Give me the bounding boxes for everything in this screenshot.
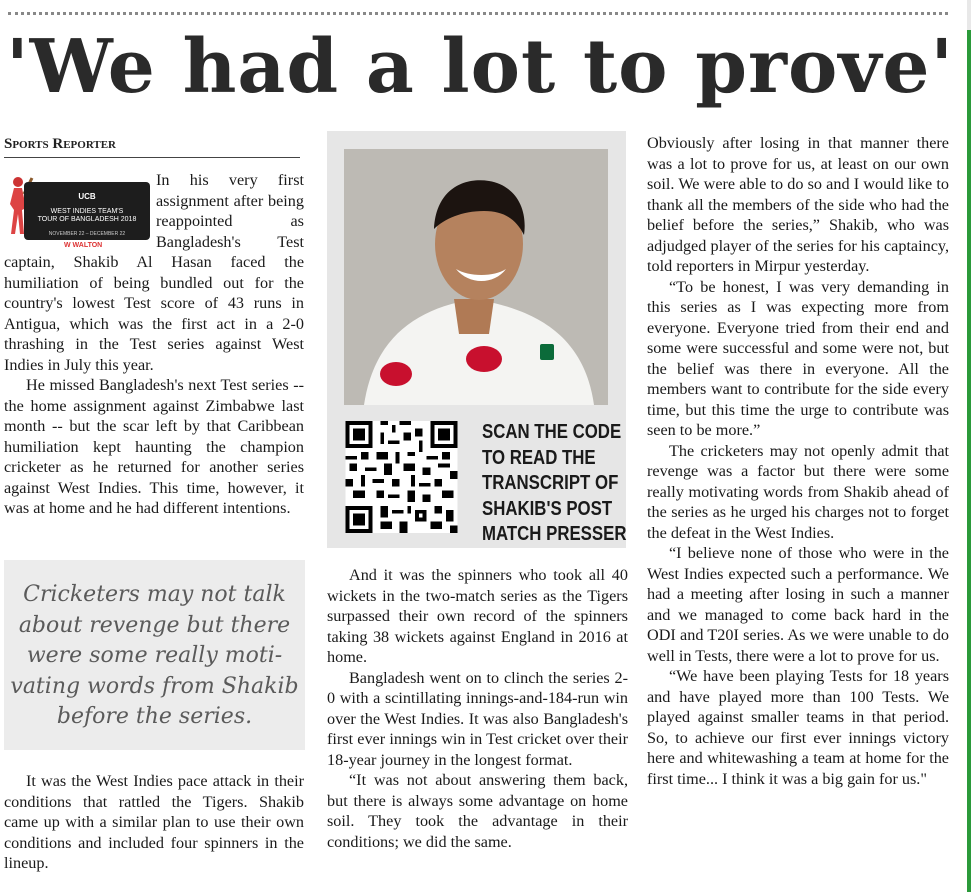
sponsor-logo: W WALTON [64,242,103,249]
series-logo [4,172,150,249]
paragraph: Obviously after losing in that manner there was a lot to prove for us, at least on our own soil. We were able to do so and I would like to thank all the members of the side who had the belief before the series,” Shakib, who was adjudged player of the series for his captaincy, told reporters in Mirpur yesterday. [647,134,949,275]
qr-caption-line: MATCH PRESSER [482,522,627,545]
page-edge [967,0,971,30]
qr-caption-line: TO READ THE [482,445,596,469]
article-column-2 [327,565,628,852]
qr-caption [482,419,627,547]
shakib-photo [344,149,608,405]
qr-caption-line: TRANSCRIPT OF [482,471,619,494]
paragraph: And it was the spinners who took all 40 wickets in the two-match series as the Tigers surpassed their own record of the spinners taking 38 wickets against England in 2016 at home. [327,566,628,666]
series-dates: NOVEMBER 22 – DECEMBER 22 [48,230,126,237]
qr-caption-line: SCAN THE CODE [482,420,622,443]
player-portrait-illustration [344,149,608,405]
article-column-3 [647,133,949,789]
series-line-2: TOUR OF BANGLADESH 2018 [37,215,137,223]
article-column-1 [4,170,304,519]
headline: 'We had a lot to prove' [6,24,955,110]
paragraph: In his very first assignment after being reappointed as Bangladesh's Test captain, Shakib Al Hasan faced the humiliation of being bundled out for the country's lowest Test score of 43 runs in Antigua, which was the first act in a 2-0 thrashing in the Test series against West Indies in July this year. [4,171,304,374]
paragraph: Bangladesh went on to clinch the series 2-0 with a scintillating innings-and-184-run win over the West Indies. It was also Bangladesh's first ever innings win in Test cricket over their 18-year journey in the longest format. [327,668,628,769]
paragraph: It was the West Indies pace attack in their conditions that rattled the Tigers. Shakib came up with a similar plan to use their own conditions and included four spinners in the lineup. [4,772,304,872]
paragraph: The cricketers may not openly admit that revenge was a factor but there were some really motivating words from Shakib ahead of the series as he urged his charges not to forget the defeat in the West Indies. [647,441,949,542]
byline: Sports Reporter [4,136,300,158]
photo-panel [327,131,626,548]
paragraph: He missed Bangladesh's next Test series -- the home assignment against Zimbabwe last month -- but the scar left by that Caribbean humiliation kept haunting the champion cricketer as he returned for another series against West Indies. This time, however, it was at home and he had different intentions. [4,376,304,517]
series-line-1: WEST INDIES TEAM'S [50,207,124,215]
paragraph: “It was not about answering them back, but there is always some advantage on home soil. They took the advantage in their conditions; we did the same. [327,771,628,851]
series-badge [24,182,150,240]
paragraph: “I believe none of those who were in the West Indies expected such a performance. We had a meeting after losing in such a manner and we managed to come back hard in the ODI and T20I series. As we were unable to do well in Tests, there were a lot to prove for us. [647,544,949,665]
paragraph: “We have been playing Tests for 18 years and have played more than 100 Tests. We played against smaller teams in that period. So, to achieve our first ever innings victory here and whitewashing a team at home for the first time... I think it was a big gain for us." [647,667,949,788]
page-edge-accent [967,30,971,892]
article-column-1-continued [4,771,304,874]
top-dotted-rule [8,12,948,15]
qr-code-icon [344,421,459,533]
ucb-label: UCB [78,192,96,201]
qr-caption-line: SHAKIB'S POST [482,496,613,520]
paragraph: “To be honest, I was very demanding in this series as I was expecting more from everyone. Everyone tried from their end and some were successful and some were not, but the belief was there in everyone. All the members want to contribute for the side every time, but this time the urge to contribute was seen to be more.” [647,277,949,439]
pull-quote: Cricketers may not talk about revenge but there were some really moti-vating words from Shakib before the series. [4,560,305,750]
